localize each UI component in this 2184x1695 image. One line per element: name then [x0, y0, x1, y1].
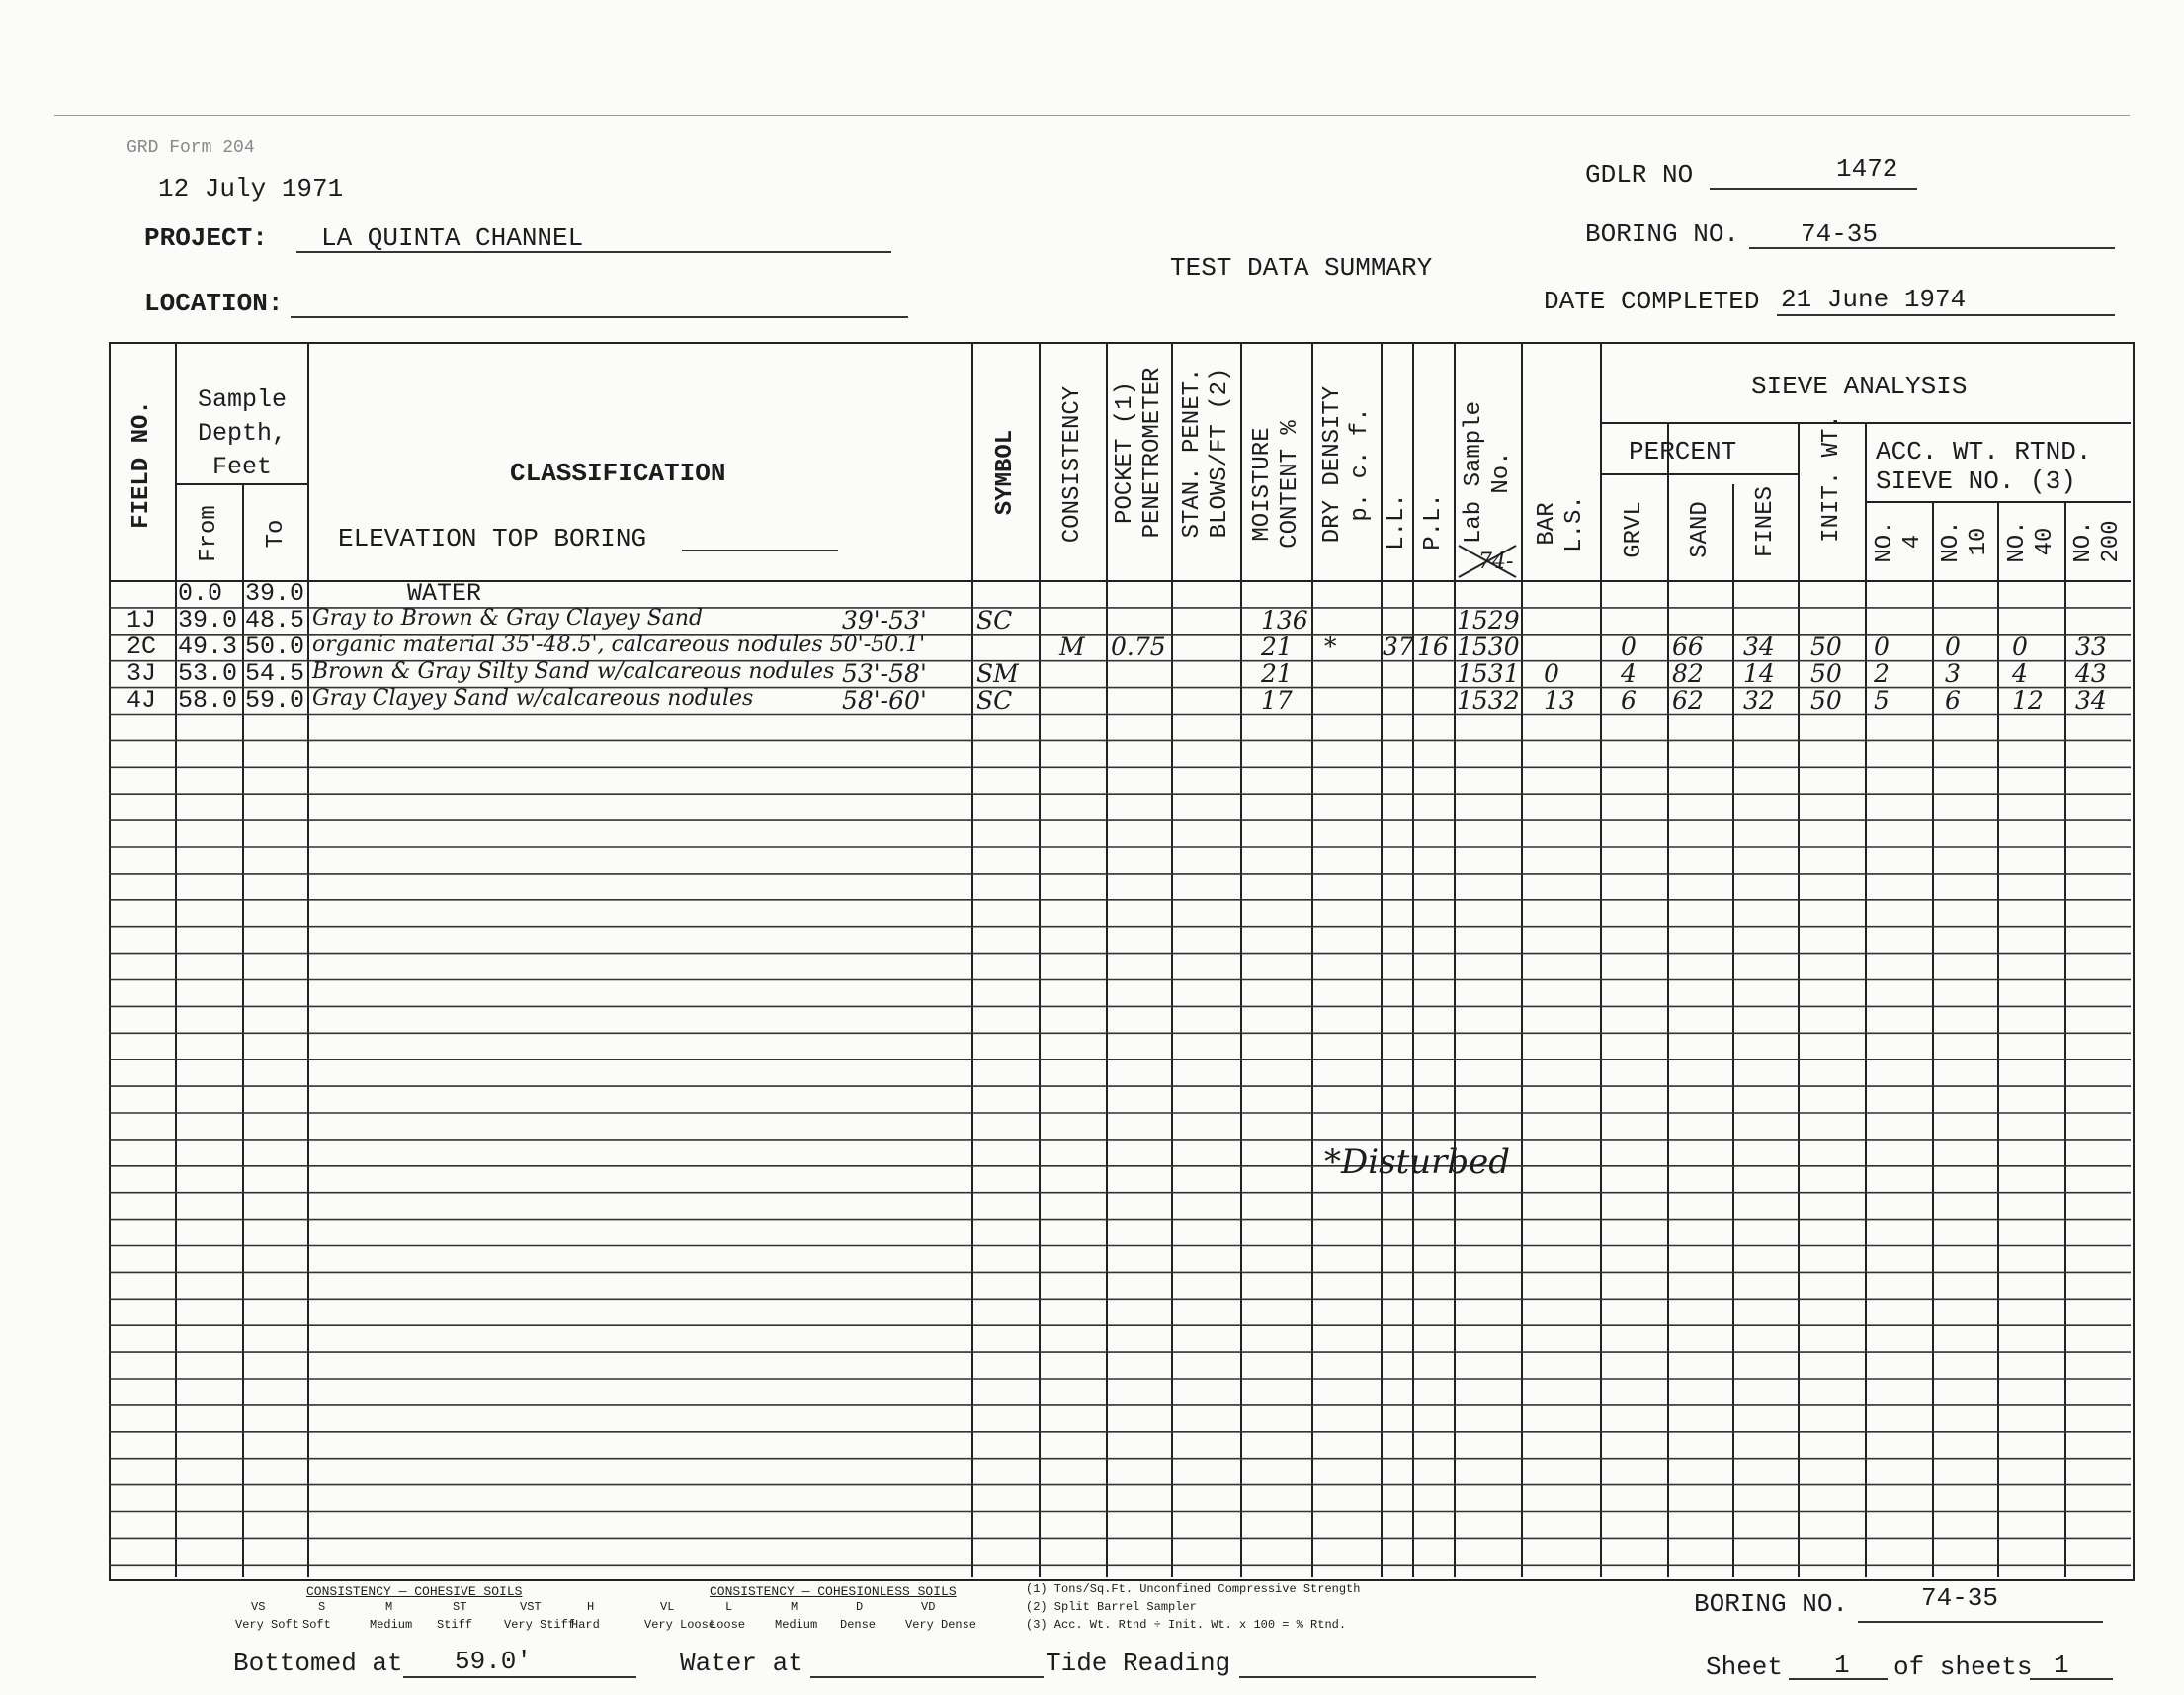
cell-fines: 34: [1743, 632, 1775, 661]
location-label: LOCATION:: [144, 289, 284, 318]
cohesive-title: CONSISTENCY — COHESIVE SOILS: [306, 1584, 523, 1599]
col-bar-ls: BAR L.S.: [1534, 495, 1588, 552]
cell-classification: organic material 35'-48.5', calcareous nodules 50'-50.1': [312, 632, 926, 657]
elevation-underline: [682, 550, 838, 551]
cell-to: 59.0: [245, 685, 305, 715]
cell-sand: 62: [1672, 685, 1704, 715]
legend-code: VS: [251, 1600, 266, 1614]
cell-moisture: 17: [1261, 685, 1293, 715]
legend-code: M: [385, 1600, 393, 1614]
legend-word: Soft: [302, 1618, 331, 1632]
cell-no10: 6: [1945, 685, 1961, 715]
legend-word: Stiff: [437, 1618, 473, 1632]
col-dry-density: DRY DENSITY p. c. f.: [1319, 385, 1374, 544]
cell-moisture: 21: [1261, 658, 1293, 688]
cell-lab: 1532: [1457, 685, 1520, 715]
cell-to: 50.0: [245, 632, 305, 661]
cell-to: 48.5: [245, 605, 305, 635]
cell-pl: 16: [1417, 632, 1449, 661]
footer-boring-underline: [1858, 1621, 2103, 1623]
legend-word: Very Dense: [905, 1618, 977, 1632]
col-percent: PERCENT: [1629, 437, 1737, 466]
tide-label: Tide Reading: [1046, 1649, 1231, 1678]
cell-classification: Brown & Gray Silty Sand w/calcareous nodules: [312, 658, 835, 684]
cell-symbol: SC: [976, 605, 1013, 635]
col-sieve-analysis: SIEVE ANALYSIS: [1751, 372, 1968, 401]
cell-moisture: 21: [1261, 632, 1293, 661]
col-fines: FINES: [1752, 485, 1779, 558]
cell-init: 50: [1810, 632, 1842, 661]
cell-no40: 4: [2012, 658, 2028, 688]
bottomed-label: Bottomed at: [233, 1649, 403, 1678]
col-init-wt: INIT. WT.: [1818, 414, 1845, 543]
sheet-underline: [1789, 1678, 1888, 1680]
disturbed-note: *Disturbed: [1324, 1143, 1511, 1182]
col-no10: NO. 10: [1938, 520, 1992, 563]
col-consistency: CONSISTENCY: [1059, 385, 1086, 544]
of-sheets-value: 1: [2054, 1651, 2069, 1680]
cell-from: 0.0: [178, 579, 223, 608]
cell-init: 50: [1810, 658, 1842, 688]
legend-note-2: (2) Split Barrel Sampler: [1026, 1600, 1197, 1614]
legend-word: Medium: [775, 1618, 818, 1632]
col-elevation: ELEVATION TOP BORING: [338, 524, 647, 553]
cell-grvl: 6: [1621, 685, 1637, 715]
cell-lab: 1531: [1457, 658, 1520, 688]
col-stan: STAN. PENET. BLOWS/FT (2): [1179, 367, 1233, 539]
legend-code: M: [791, 1600, 798, 1614]
col-sand: SAND: [1687, 501, 1714, 558]
tide-underline: [1239, 1676, 1536, 1678]
col-pocket: POCKET (1) PENETROMETER: [1112, 367, 1166, 539]
footer-boring-label: BORING NO.: [1694, 1589, 1849, 1619]
col-no4: NO. 4: [1872, 520, 1926, 563]
col-sieve-no: SIEVE NO. (3): [1876, 466, 2076, 496]
cell-classification: Gray to Brown & Gray Clayey Sand: [312, 605, 704, 631]
cell-classification: WATER: [407, 579, 482, 608]
legend-code: VST: [520, 1600, 542, 1614]
sheet-label: Sheet: [1706, 1653, 1784, 1682]
project-value: LA QUINTA CHANNEL: [321, 223, 584, 253]
legend-code: D: [856, 1600, 864, 1614]
col-symbol: SYMBOL: [992, 429, 1019, 516]
cell-from: 58.0: [178, 685, 238, 715]
cell-fines: 32: [1743, 685, 1775, 715]
legend-word: Very Stiff: [504, 1618, 576, 1632]
cell-init: 50: [1810, 685, 1842, 715]
form-label: GRD Form 204: [126, 138, 255, 158]
legend-word: Hard: [571, 1618, 600, 1632]
cell-grvl: 4: [1621, 658, 1637, 688]
gdlr-value: 1472: [1836, 154, 1898, 184]
col-to: To: [263, 519, 290, 549]
cell-field: 2C: [126, 632, 157, 661]
legend-note-1: (1) Tons/Sq.Ft. Unconfined Compressive Strength: [1026, 1582, 1361, 1596]
cell-from: 53.0: [178, 658, 238, 688]
cell-ll: 37: [1383, 632, 1414, 661]
cell-no40: 0: [2012, 632, 2028, 661]
col-acc-wt: ACC. WT. RTND.: [1876, 437, 2092, 466]
cell-range: 53'-58': [842, 658, 927, 688]
col-lab-sample: Lab Sample No.: [1461, 400, 1515, 545]
legend-word: Dense: [840, 1618, 877, 1632]
col-moisture: MOISTURE CONTENT %: [1249, 420, 1303, 549]
col-field-no: FIELD NO.: [128, 400, 155, 529]
of-sheets-underline: [2030, 1678, 2113, 1680]
cell-field: 4J: [126, 685, 157, 715]
lab-prefix: 74-: [1478, 550, 1514, 574]
cell-no200: 34: [2075, 685, 2107, 715]
cell-moisture: 136: [1261, 605, 1308, 635]
boring-label: BORING NO.: [1585, 219, 1740, 249]
legend-word: Very Loose: [644, 1618, 716, 1632]
bottomed-underline: [403, 1676, 636, 1678]
cell-consistency: M: [1059, 632, 1085, 661]
cell-no200: 33: [2075, 632, 2107, 661]
legend-code: ST: [453, 1600, 467, 1614]
cell-bar: 0: [1544, 658, 1559, 688]
cell-bar: 13: [1544, 685, 1575, 715]
cell-pocket: 0.75: [1111, 632, 1166, 661]
cell-from: 49.3: [178, 632, 238, 661]
water-underline: [810, 1676, 1044, 1678]
cell-dry: *: [1324, 632, 1337, 661]
of-sheets-label: of sheets: [1893, 1653, 2033, 1682]
cell-sand: 82: [1672, 658, 1704, 688]
cell-symbol: SC: [976, 685, 1013, 715]
legend-word: Medium: [370, 1618, 413, 1632]
legend-code: S: [318, 1600, 326, 1614]
cell-field: 3J: [126, 658, 157, 688]
bottomed-value: 59.0': [455, 1647, 533, 1676]
col-ll: L.L.: [1384, 493, 1410, 551]
col-pl: P.L.: [1420, 493, 1447, 551]
legend-code: VL: [660, 1600, 675, 1614]
legend-code: H: [587, 1600, 595, 1614]
cell-range: 58'-60': [842, 685, 927, 715]
col-from: From: [196, 505, 222, 562]
legend-note-3: (3) Acc. Wt. Rtnd ÷ Init. Wt. x 100 = % Rtnd.: [1026, 1618, 1347, 1632]
cell-lab: 1529: [1457, 605, 1520, 635]
legend-word: Very Soft: [235, 1618, 299, 1632]
legend-code: L: [725, 1600, 733, 1614]
legend-code: VD: [921, 1600, 936, 1614]
date-completed-label: DATE COMPLETED: [1544, 287, 1760, 316]
cell-no4: 2: [1874, 658, 1890, 688]
gdlr-label: GDLR NO: [1585, 160, 1694, 190]
cell-no200: 43: [2075, 658, 2107, 688]
cell-field: 1J: [126, 605, 157, 635]
cell-no4: 5: [1874, 685, 1890, 715]
col-grvl: GRVL: [1621, 501, 1647, 558]
cell-from: 39.0: [178, 605, 238, 635]
cell-grvl: 0: [1621, 632, 1637, 661]
col-no200: NO. 200: [2070, 520, 2125, 563]
page-title: TEST DATA SUMMARY: [1170, 253, 1433, 283]
boring-value: 74-35: [1801, 219, 1879, 249]
footer-boring-value: 74-35: [1921, 1583, 1999, 1613]
project-label: PROJECT:: [144, 223, 268, 253]
col-sample-depth: Sample Depth, Feet: [197, 385, 287, 481]
cell-fines: 14: [1743, 658, 1775, 688]
cell-symbol: SM: [976, 658, 1019, 688]
col-no40: NO. 40: [2004, 520, 2058, 563]
cell-no10: 0: [1945, 632, 1961, 661]
cell-range: 39'-53': [842, 605, 927, 635]
col-classification: CLASSIFICATION: [510, 459, 726, 488]
water-label: Water at: [680, 1649, 803, 1678]
cell-to: 39.0: [245, 579, 305, 608]
cell-no4: 0: [1874, 632, 1890, 661]
form-date: 12 July 1971: [158, 174, 344, 204]
cell-no10: 3: [1945, 658, 1961, 688]
date-completed-value: 21 June 1974: [1781, 285, 1967, 314]
cell-classification: Gray Clayey Sand w/calcareous nodules: [312, 685, 754, 711]
cell-lab: 1530: [1457, 632, 1520, 661]
cell-sand: 66: [1672, 632, 1704, 661]
cohesionless-title: CONSISTENCY — COHESIONLESS SOILS: [710, 1584, 957, 1599]
cell-no40: 12: [2012, 685, 2044, 715]
sheet-value: 1: [1834, 1651, 1850, 1680]
cell-to: 54.5: [245, 658, 305, 688]
legend-word: Loose: [710, 1618, 746, 1632]
